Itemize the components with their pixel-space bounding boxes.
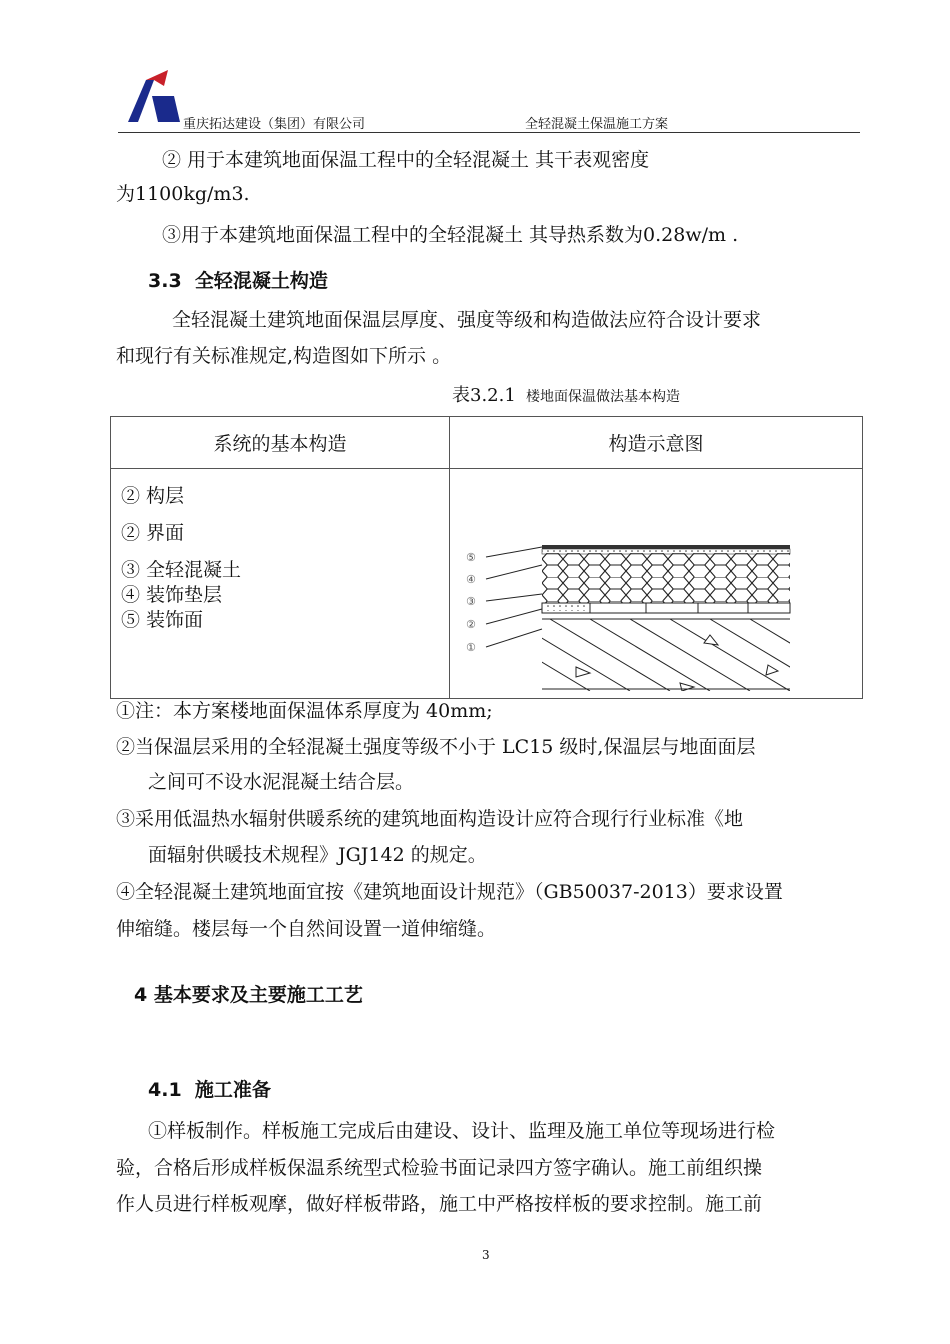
table-header-diagram: 构造示意图 [450,417,863,469]
diagram-label: ② [466,618,476,631]
para2: ③用于本建筑地面保温工程中的全轻混凝土 其导热系数为0.28w/m . [162,224,739,246]
diagram-cell [450,469,863,699]
diagram-label: ③ [466,595,476,608]
sec41-line3: 作人员进行样板观摩，做好样板带路，施工中严格按样板的要求控制。施工前 [116,1193,763,1215]
company-logo-icon [124,66,184,126]
section-4-1-title: 施工准备 [194,1079,271,1101]
sec33-text-line1: 全轻混凝土建筑地面保温层厚度、强度等级和构造做法应符合设计要求 [172,309,762,331]
sec33-text-line2: 和现行有关标准规定,构造图如下所示 。 [116,345,452,367]
table-caption-num: 表3.2.1 [452,385,516,406]
header-doc-title: 全轻混凝土保温施工方案 [525,117,669,132]
diagram-label: ⑤ [466,551,476,564]
diagram-label: ④ [466,573,476,586]
note-1: ①注：本方案楼地面保温体系厚度为 40mm; [116,700,493,722]
note-4-line1: ④全轻混凝土建筑地面宜按《建筑地面设计规范》（GB50037-2013）要求设置 [116,881,783,903]
section-3-3-num: 3.3 [148,270,182,292]
structure-table [110,416,863,699]
section-3-3-heading [148,266,328,293]
layer-3-lightweight-concrete [542,553,790,603]
layer-item: ② 界面 [121,522,185,544]
section-3-3-title: 全轻混凝土构造 [194,270,328,292]
section-4-heading [134,980,363,1007]
note-2-line1: ②当保温层采用的全轻混凝土强度等级不小于 LC15 级时,保温层与地面面层 [116,736,756,758]
para1-line1: ② 用于本建筑地面保温工程中的全轻混凝土 其干表观密度 [162,149,650,171]
section-4-1-heading [148,1075,271,1102]
table-caption [452,381,680,407]
layer-5-surface [542,545,790,549]
para1-line2: 为1100kg/m3. [116,183,250,205]
sec41-line2: 验，合格后形成样板保温系统型式检验书面记录四方签字确认。施工前组织操 [116,1157,763,1179]
note-2-line2: 之间可不设水泥混凝土结合层。 [148,771,415,793]
layer-2-interface [542,603,790,613]
layer-item: ④ 装饰垫层 [121,584,223,606]
page-number: 3 [482,1248,490,1262]
table-header-system: 系统的基本构造 [111,417,450,469]
section-4-1-num: 4.1 [148,1079,182,1101]
sec41-line1: ①样板制作。样板施工完成后由建设、设计、监理及施工单位等现场进行检 [148,1120,776,1142]
section-4-num: 4 [134,984,148,1006]
floor-structure-diagram [450,469,862,698]
table-caption-title: 楼地面保温做法基本构造 [525,389,680,405]
layer-item: ② 构层 [121,485,185,507]
diagram-label: ① [466,641,476,654]
note-3-line1: ③采用低温热水辐射供暖系统的建筑地面构造设计应符合现行行业标准《地 [116,808,744,830]
section-4-title: 基本要求及主要施工工艺 [153,984,363,1006]
layer-item: ⑤ 装饰面 [121,609,204,631]
header-company: 重庆拓达建设（集团）有限公司 [183,117,366,132]
note-3-line2: 面辐射供暖技术规程》JGJ142 的规定。 [148,844,487,866]
layer-1-structural-base [470,619,862,691]
note-4-line2: 伸缩缝。楼层每一个自然间设置一道伸缩缝。 [116,918,497,940]
layer-item: ③ 全轻混凝土 [121,559,242,581]
header-rule [118,132,860,133]
layer-list [111,469,450,699]
